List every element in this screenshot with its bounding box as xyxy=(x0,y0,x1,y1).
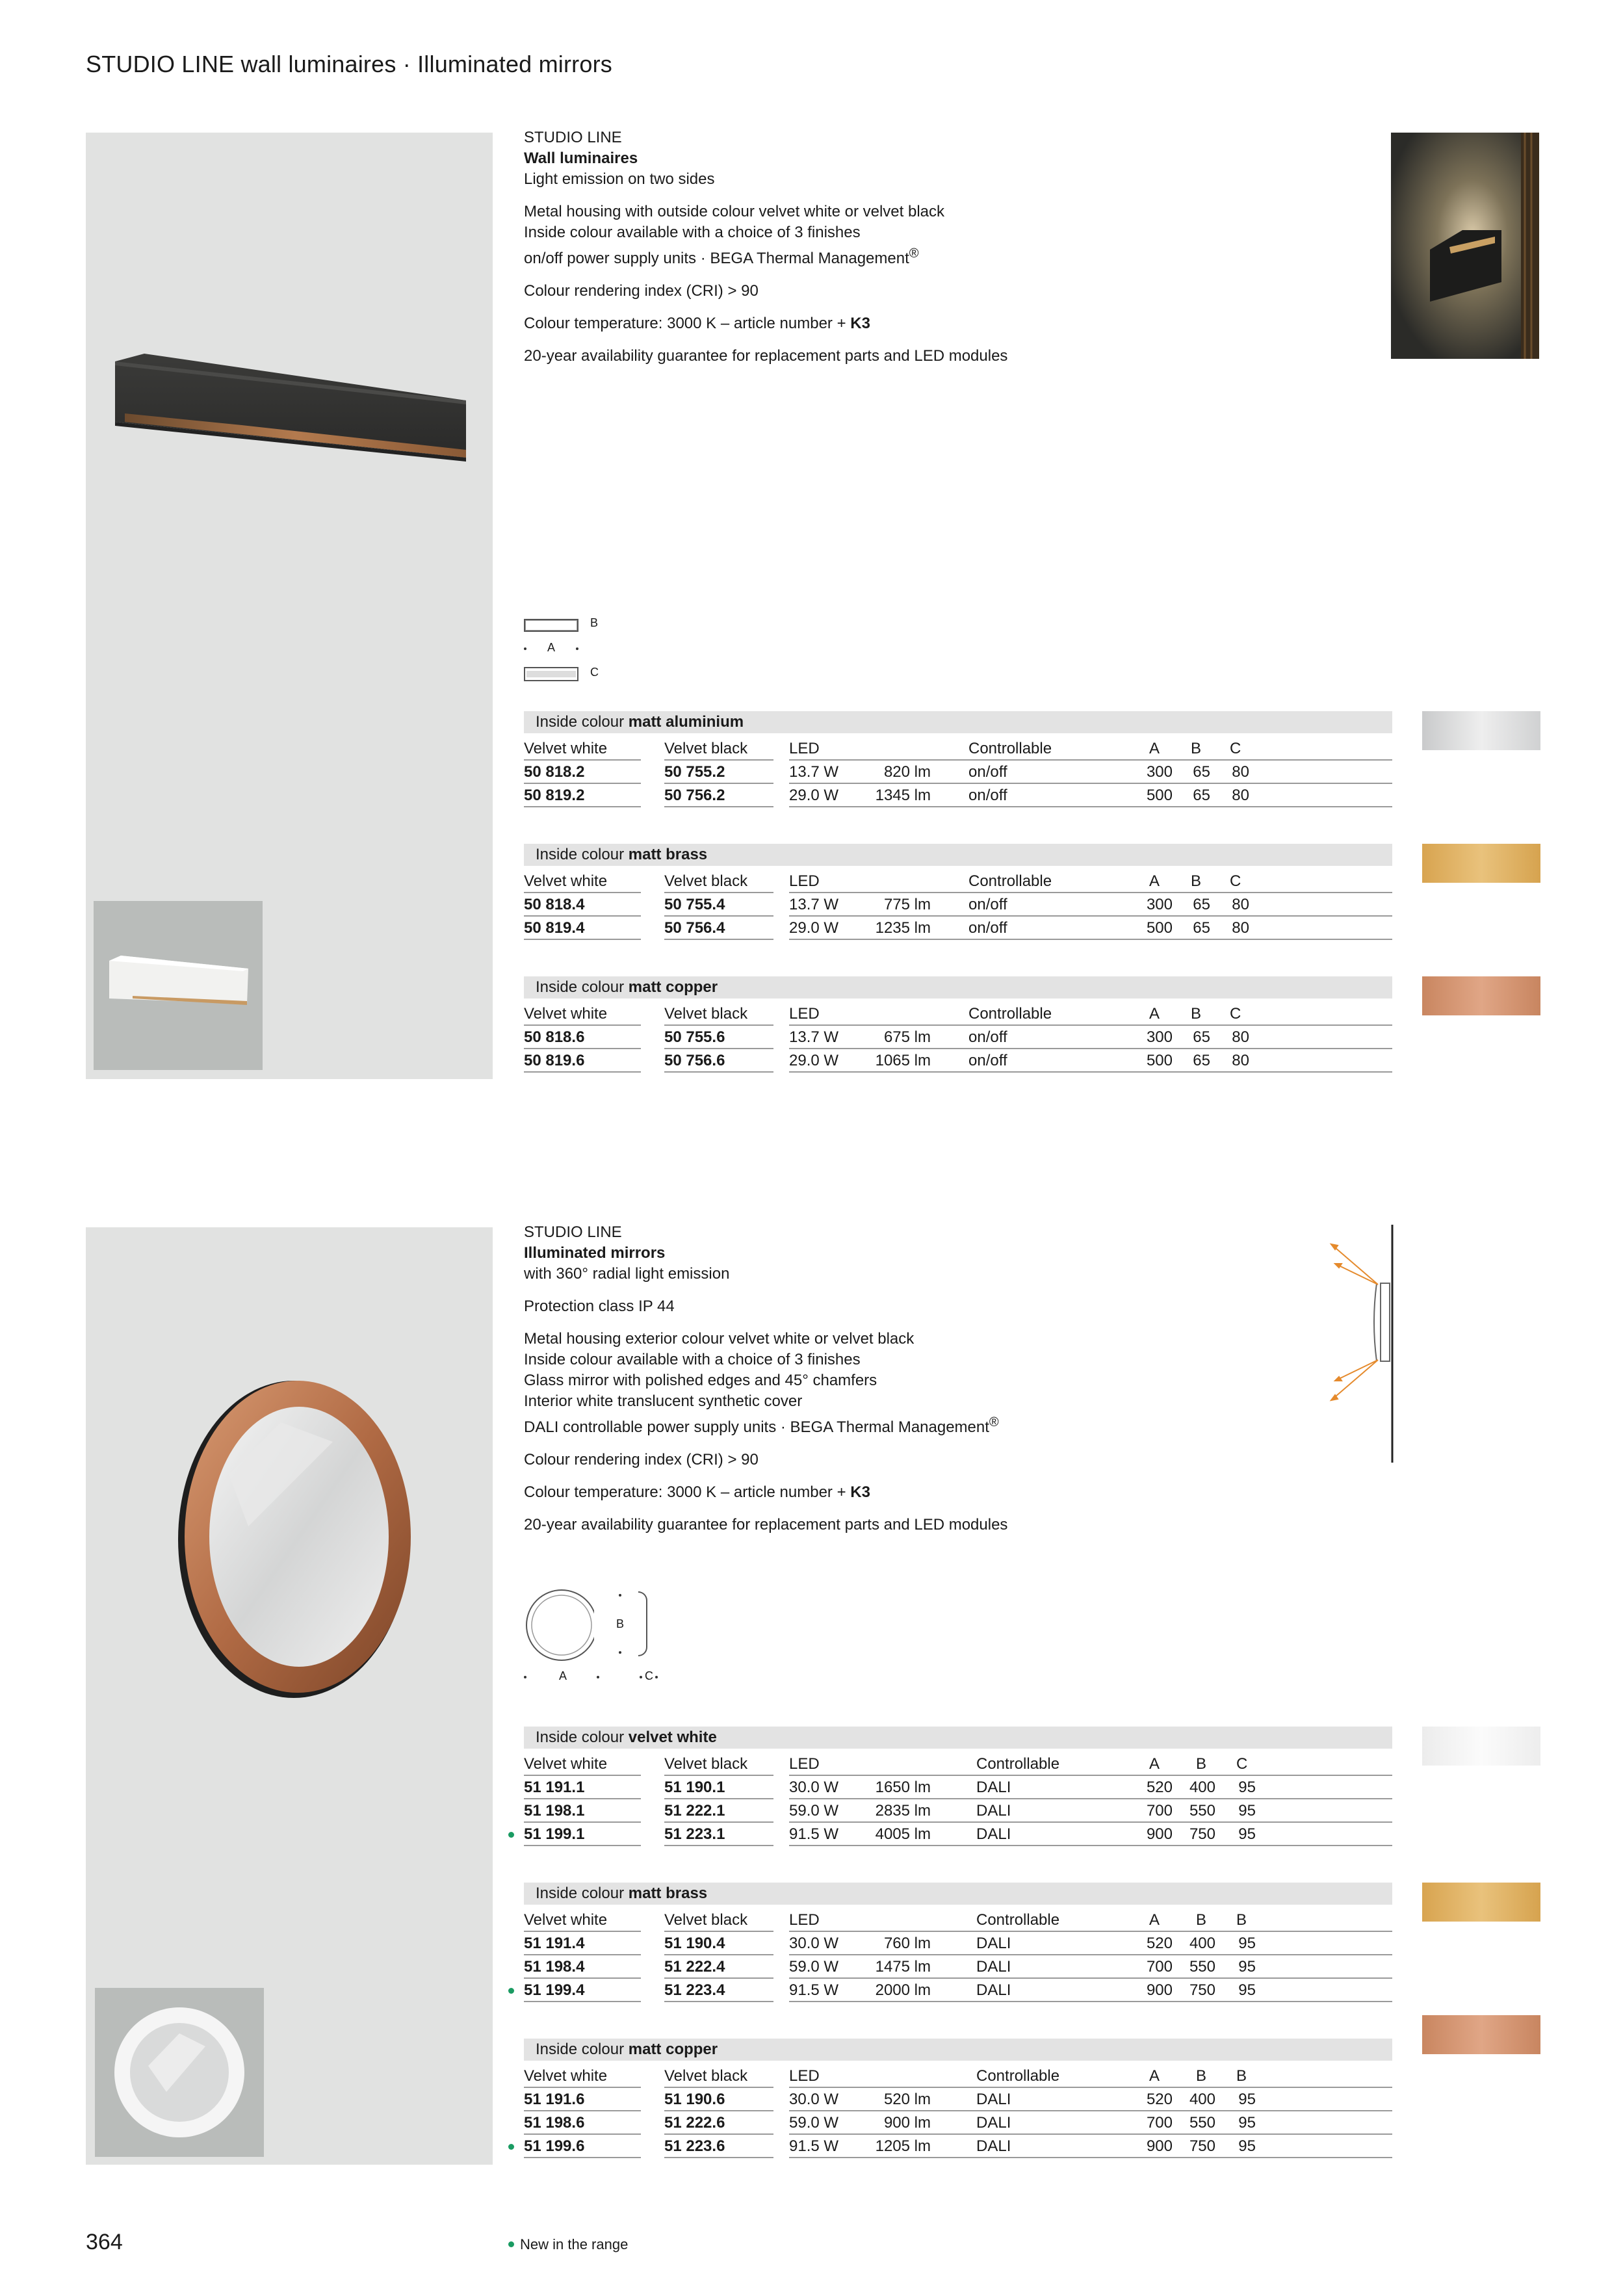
controllable: DALI xyxy=(976,1981,1011,1999)
swatch-matt-brass-mirror xyxy=(1422,1883,1540,1922)
mirror-spec-3: Glass mirror with polished edges and 45° chamfers xyxy=(524,1372,877,1389)
mirror-series: STUDIO LINE xyxy=(524,1223,622,1241)
header-controllable: Controllable xyxy=(976,2067,1060,2085)
finish-bar xyxy=(524,1727,1392,1749)
dim-a: 520 xyxy=(1146,1935,1173,1952)
mirror-dim-a: A xyxy=(559,1669,567,1682)
dim-b: 400 xyxy=(1189,1935,1215,1952)
dim-b: 750 xyxy=(1189,1825,1215,1843)
controllable: DALI xyxy=(976,2091,1011,2108)
finish-bar xyxy=(524,711,1392,733)
dim-b: 550 xyxy=(1189,1802,1215,1820)
header-controllable: Controllable xyxy=(968,872,1052,890)
row-rule xyxy=(524,939,641,940)
header-black: Velvet black xyxy=(664,1755,748,1773)
row-rule xyxy=(789,2157,1392,2158)
article-velvet-white: 50 818.4 xyxy=(524,896,585,913)
header-controllable: Controllable xyxy=(968,1005,1052,1023)
header-b: B xyxy=(1196,2067,1207,2085)
header-white: Velvet white xyxy=(524,2067,608,2085)
mirror-spec-1: Metal housing exterior colour velvet white or velvet black xyxy=(524,1330,915,1348)
dim-c: 95 xyxy=(1238,1802,1256,1820)
led-wattage: 59.0 W xyxy=(789,1958,839,1976)
dim-c: 95 xyxy=(1238,1958,1256,1976)
wall-description xyxy=(524,127,1369,378)
header-c: B xyxy=(1236,1911,1247,1929)
luminous-flux: 2835 lm xyxy=(875,1802,931,1820)
article-velvet-white: 50 819.4 xyxy=(524,919,585,937)
header-led: LED xyxy=(789,872,820,890)
dim-a: 700 xyxy=(1146,1802,1173,1820)
header-controllable: Controllable xyxy=(968,740,1052,757)
header-white: Velvet white xyxy=(524,740,608,757)
dim-c: 95 xyxy=(1238,2091,1256,2108)
article-velvet-white: 50 818.6 xyxy=(524,1028,585,1046)
controllable: on/off xyxy=(968,1028,1007,1046)
page-title: STUDIO LINE wall luminaires · Illuminated mirrors xyxy=(86,51,612,77)
article-velvet-black: 50 755.4 xyxy=(664,896,725,913)
article-velvet-black: 51 222.6 xyxy=(664,2114,725,2132)
mirror-light-diagram xyxy=(1326,1225,1397,1463)
wall-spec-3: on/off power supply units · BEGA Thermal Management xyxy=(524,250,909,267)
new-in-range-note: New in the range xyxy=(520,2236,629,2252)
wall-dim-a: A xyxy=(547,641,556,654)
article-velvet-white: 51 191.1 xyxy=(524,1779,585,1796)
dim-b: 65 xyxy=(1193,896,1210,913)
wall-dim-c: C xyxy=(590,666,599,679)
controllable: DALI xyxy=(976,2114,1011,2132)
header-b: B xyxy=(1191,872,1202,890)
dim-b: 65 xyxy=(1193,787,1210,804)
controllable: DALI xyxy=(976,2137,1011,2155)
dim-b: 750 xyxy=(1189,1981,1215,1999)
header-white: Velvet white xyxy=(524,1005,608,1023)
finish-name: matt copper xyxy=(628,978,718,996)
luminous-flux: 775 lm xyxy=(883,896,931,913)
row-rule xyxy=(524,2157,641,2158)
led-wattage: 91.5 W xyxy=(789,2137,839,2155)
mirror-temp: Colour temperature: 3000 K – article number + xyxy=(524,1483,851,1501)
mirror-dim-b: B xyxy=(616,1617,625,1630)
header-controllable: Controllable xyxy=(976,1911,1060,1929)
header-b: B xyxy=(1196,1911,1207,1929)
finish-name: matt copper xyxy=(628,2041,718,2058)
swatch-velvet-white xyxy=(1422,1727,1540,1766)
finish-bar-label: Inside colour xyxy=(536,1885,629,1902)
mirror-guarantee: 20-year availability guarantee for replacement parts and LED modules xyxy=(524,1516,1008,1533)
mirror-dim-c: C xyxy=(645,1669,653,1682)
mirror-temp-code: K3 xyxy=(850,1483,870,1501)
header-black: Velvet black xyxy=(664,1005,748,1023)
wall-series: STUDIO LINE xyxy=(524,129,622,146)
header-controllable: Controllable xyxy=(976,1755,1060,1773)
article-velvet-black: 50 755.2 xyxy=(664,763,725,781)
controllable: on/off xyxy=(968,787,1007,804)
dim-a: 500 xyxy=(1146,919,1173,937)
article-velvet-white: 51 198.6 xyxy=(524,2114,585,2132)
table-row xyxy=(0,893,1623,917)
new-indicator-dot xyxy=(508,2241,514,2247)
mirror-protection: Protection class IP 44 xyxy=(524,1298,675,1315)
article-velvet-white: 51 191.4 xyxy=(524,1935,585,1952)
led-wattage: 29.0 W xyxy=(789,787,839,804)
controllable: on/off xyxy=(968,919,1007,937)
article-velvet-black: 51 223.4 xyxy=(664,1981,725,1999)
header-a: A xyxy=(1149,872,1160,890)
controllable: DALI xyxy=(976,1935,1011,1952)
mirror-sub: with 360° radial light emission xyxy=(524,1265,730,1283)
table-row xyxy=(0,1026,1623,1049)
led-wattage: 13.7 W xyxy=(789,896,839,913)
controllable: DALI xyxy=(976,1958,1011,1976)
article-velvet-white: 50 818.2 xyxy=(524,763,585,781)
article-velvet-white: 50 819.2 xyxy=(524,787,585,804)
header-black: Velvet black xyxy=(664,2067,748,2085)
controllable: on/off xyxy=(968,1052,1007,1069)
mirror-white-thumbnail xyxy=(95,1988,264,2157)
dim-c: 80 xyxy=(1232,896,1249,913)
led-wattage: 59.0 W xyxy=(789,2114,839,2132)
dim-c: 80 xyxy=(1232,787,1249,804)
mirror-spec-5: DALI controllable power supply units · BEGA Thermal Management xyxy=(524,1418,989,1436)
mirror-name: Illuminated mirrors xyxy=(524,1244,666,1262)
luminous-flux: 1475 lm xyxy=(875,1958,931,1976)
finish-name: velvet white xyxy=(628,1729,717,1746)
header-led: LED xyxy=(789,1755,820,1773)
header-white: Velvet white xyxy=(524,1911,608,1929)
article-velvet-white: 51 199.1 xyxy=(524,1825,585,1843)
article-velvet-black: 50 756.6 xyxy=(664,1052,725,1069)
header-a: A xyxy=(1149,2067,1160,2085)
header-b: B xyxy=(1196,1755,1207,1773)
header-black: Velvet black xyxy=(664,740,748,757)
table-header xyxy=(0,1002,1623,1026)
wall-temp: Colour temperature: 3000 K – article number + xyxy=(524,315,851,332)
mirror-cri: Colour rendering index (CRI) > 90 xyxy=(524,1451,759,1468)
led-wattage: 29.0 W xyxy=(789,919,839,937)
dim-c: 80 xyxy=(1232,919,1249,937)
dim-b: 400 xyxy=(1189,1779,1215,1796)
dim-b: 65 xyxy=(1193,1028,1210,1046)
new-indicator-dot xyxy=(508,1832,514,1838)
dim-a: 520 xyxy=(1146,1779,1173,1796)
controllable: on/off xyxy=(968,763,1007,781)
header-black: Velvet black xyxy=(664,872,748,890)
row-rule xyxy=(664,2157,773,2158)
dim-c: 95 xyxy=(1238,1935,1256,1952)
led-wattage: 91.5 W xyxy=(789,1981,839,1999)
header-a: A xyxy=(1149,1755,1160,1773)
table-header xyxy=(0,870,1623,893)
wall-spec-1: Metal housing with outside colour velvet white or velvet black xyxy=(524,203,944,220)
mirror-dimension-diagram xyxy=(523,1586,666,1690)
dim-b: 65 xyxy=(1193,1052,1210,1069)
article-velvet-white: 51 198.4 xyxy=(524,1958,585,1976)
header-a: A xyxy=(1149,740,1160,757)
row-rule xyxy=(664,1845,773,1846)
swatch-matt-brass xyxy=(1422,844,1540,883)
wall-registered-mark: ® xyxy=(909,246,919,261)
article-velvet-white: 51 191.6 xyxy=(524,2091,585,2108)
article-velvet-white: 51 199.6 xyxy=(524,2137,585,2155)
luminous-flux: 1065 lm xyxy=(875,1052,931,1069)
finish-bar-label: Inside colour xyxy=(536,713,629,731)
header-c: C xyxy=(1230,1005,1241,1023)
header-white: Velvet white xyxy=(524,1755,608,1773)
wall-spec-2: Inside colour available with a choice of 3 finishes xyxy=(524,224,861,241)
row-rule xyxy=(789,1845,1392,1846)
page-number: 364 xyxy=(86,2230,123,2254)
dim-a: 300 xyxy=(1146,896,1173,913)
wall-guarantee: 20-year availability guarantee for replacement parts and LED modules xyxy=(524,347,1008,365)
dim-a: 300 xyxy=(1146,763,1173,781)
header-a: A xyxy=(1149,1911,1160,1929)
table-row xyxy=(0,761,1623,784)
finish-name: matt brass xyxy=(628,1885,708,1902)
led-wattage: 91.5 W xyxy=(789,1825,839,1843)
article-velvet-black: 51 190.6 xyxy=(664,2091,725,2108)
wall-name: Wall luminaires xyxy=(524,150,638,167)
header-c: C xyxy=(1230,740,1241,757)
row-rule xyxy=(664,939,773,940)
article-velvet-black: 51 222.1 xyxy=(664,1802,725,1820)
luminous-flux: 4005 lm xyxy=(875,1825,931,1843)
row-rule xyxy=(789,1071,1392,1073)
finish-bar-label: Inside colour xyxy=(536,2041,629,2058)
led-wattage: 29.0 W xyxy=(789,1052,839,1069)
article-velvet-black: 50 755.6 xyxy=(664,1028,725,1046)
article-velvet-black: 50 756.2 xyxy=(664,787,725,804)
swatch-matt-copper xyxy=(1422,976,1540,1015)
controllable: DALI xyxy=(976,1802,1011,1820)
row-rule xyxy=(664,1071,773,1073)
table-header xyxy=(0,737,1623,761)
luminous-flux: 1650 lm xyxy=(875,1779,931,1796)
table-row xyxy=(0,784,1623,807)
wall-cri: Colour rendering index (CRI) > 90 xyxy=(524,282,759,300)
dim-c: 95 xyxy=(1238,1825,1256,1843)
led-wattage: 59.0 W xyxy=(789,1802,839,1820)
dim-b: 550 xyxy=(1189,2114,1215,2132)
dim-a: 500 xyxy=(1146,787,1173,804)
led-wattage: 30.0 W xyxy=(789,1935,839,1952)
finish-bar-label: Inside colour xyxy=(536,1729,629,1746)
wall-mood-photo xyxy=(1391,133,1539,359)
controllable: DALI xyxy=(976,1779,1011,1796)
header-b: B xyxy=(1191,740,1202,757)
luminous-flux: 1345 lm xyxy=(875,787,931,804)
controllable: on/off xyxy=(968,896,1007,913)
header-black: Velvet black xyxy=(664,1911,748,1929)
header-led: LED xyxy=(789,1005,820,1023)
article-velvet-black: 51 223.1 xyxy=(664,1825,725,1843)
luminous-flux: 520 lm xyxy=(883,2091,931,2108)
wall-dimension-diagram xyxy=(523,614,614,692)
wall-temp-code: K3 xyxy=(850,315,870,332)
dim-b: 65 xyxy=(1193,919,1210,937)
header-a: A xyxy=(1149,1005,1160,1023)
new-indicator-dot xyxy=(508,1988,514,1994)
mirror-spec-2: Inside colour available with a choice of 3 finishes xyxy=(524,1351,861,1368)
row-rule xyxy=(524,1845,641,1846)
header-c: C xyxy=(1236,1755,1248,1773)
wall-sub: Light emission on two sides xyxy=(524,170,715,188)
row-rule xyxy=(789,2001,1392,2002)
wall-dim-b: B xyxy=(590,616,599,629)
led-wattage: 30.0 W xyxy=(789,1779,839,1796)
dim-c: 95 xyxy=(1238,2114,1256,2132)
dim-a: 700 xyxy=(1146,1958,1173,1976)
finish-name: matt brass xyxy=(628,846,708,863)
finish-bar xyxy=(524,844,1392,866)
header-c: B xyxy=(1236,2067,1247,2085)
row-rule xyxy=(664,2001,773,2002)
dim-a: 520 xyxy=(1146,2091,1173,2108)
table-row xyxy=(0,917,1623,940)
article-velvet-white: 50 819.6 xyxy=(524,1052,585,1069)
header-led: LED xyxy=(789,1911,820,1929)
swatch-matt-aluminium xyxy=(1422,711,1540,750)
finish-bar-label: Inside colour xyxy=(536,846,629,863)
row-rule xyxy=(789,806,1392,807)
article-velvet-white: 51 199.4 xyxy=(524,1981,585,1999)
luminous-flux: 900 lm xyxy=(883,2114,931,2132)
article-velvet-black: 51 222.4 xyxy=(664,1958,725,1976)
header-led: LED xyxy=(789,2067,820,2085)
article-velvet-black: 51 223.6 xyxy=(664,2137,725,2155)
led-wattage: 13.7 W xyxy=(789,763,839,781)
finish-name: matt aluminium xyxy=(628,713,744,731)
dim-b: 400 xyxy=(1189,2091,1215,2108)
controllable: DALI xyxy=(976,1825,1011,1843)
led-wattage: 30.0 W xyxy=(789,2091,839,2108)
luminous-flux: 820 lm xyxy=(883,763,931,781)
header-white: Velvet white xyxy=(524,872,608,890)
mirror-registered-mark: ® xyxy=(989,1415,999,1429)
article-velvet-black: 51 190.4 xyxy=(664,1935,725,1952)
dim-c: 95 xyxy=(1238,2137,1256,2155)
finish-bar xyxy=(524,976,1392,998)
dim-a: 900 xyxy=(1146,2137,1173,2155)
table-row xyxy=(0,1049,1623,1073)
article-velvet-white: 51 198.1 xyxy=(524,1802,585,1820)
mirror-spec-4: Interior white translucent synthetic cover xyxy=(524,1392,803,1410)
dim-a: 700 xyxy=(1146,2114,1173,2132)
row-rule xyxy=(789,939,1392,940)
led-wattage: 13.7 W xyxy=(789,1028,839,1046)
dim-c: 80 xyxy=(1232,763,1249,781)
row-rule xyxy=(664,806,773,807)
luminous-flux: 760 lm xyxy=(883,1935,931,1952)
dim-b: 750 xyxy=(1189,2137,1215,2155)
new-indicator-dot xyxy=(508,2144,514,2150)
luminous-flux: 2000 lm xyxy=(875,1981,931,1999)
dim-c: 95 xyxy=(1238,1779,1256,1796)
row-rule xyxy=(524,806,641,807)
dim-c: 80 xyxy=(1232,1052,1249,1069)
row-rule xyxy=(524,1071,641,1073)
header-b: B xyxy=(1191,1005,1202,1023)
dim-a: 500 xyxy=(1146,1052,1173,1069)
article-velvet-black: 51 190.1 xyxy=(664,1779,725,1796)
row-rule xyxy=(524,2001,641,2002)
dim-b: 550 xyxy=(1189,1958,1215,1976)
finish-bar-label: Inside colour xyxy=(536,978,629,996)
dim-a: 300 xyxy=(1146,1028,1173,1046)
dim-a: 900 xyxy=(1146,1981,1173,1999)
swatch-matt-copper-mirror xyxy=(1422,2015,1540,2054)
finish-bar xyxy=(524,1883,1392,1905)
dim-b: 65 xyxy=(1193,763,1210,781)
dim-a: 900 xyxy=(1146,1825,1173,1843)
mirror-description xyxy=(524,1222,1369,1547)
luminous-flux: 1205 lm xyxy=(875,2137,931,2155)
luminous-flux: 675 lm xyxy=(883,1028,931,1046)
finish-bar xyxy=(524,2039,1392,2061)
dim-c: 80 xyxy=(1232,1028,1249,1046)
article-velvet-black: 50 756.4 xyxy=(664,919,725,937)
header-c: C xyxy=(1230,872,1241,890)
header-led: LED xyxy=(789,740,820,757)
luminous-flux: 1235 lm xyxy=(875,919,931,937)
dim-c: 95 xyxy=(1238,1981,1256,1999)
